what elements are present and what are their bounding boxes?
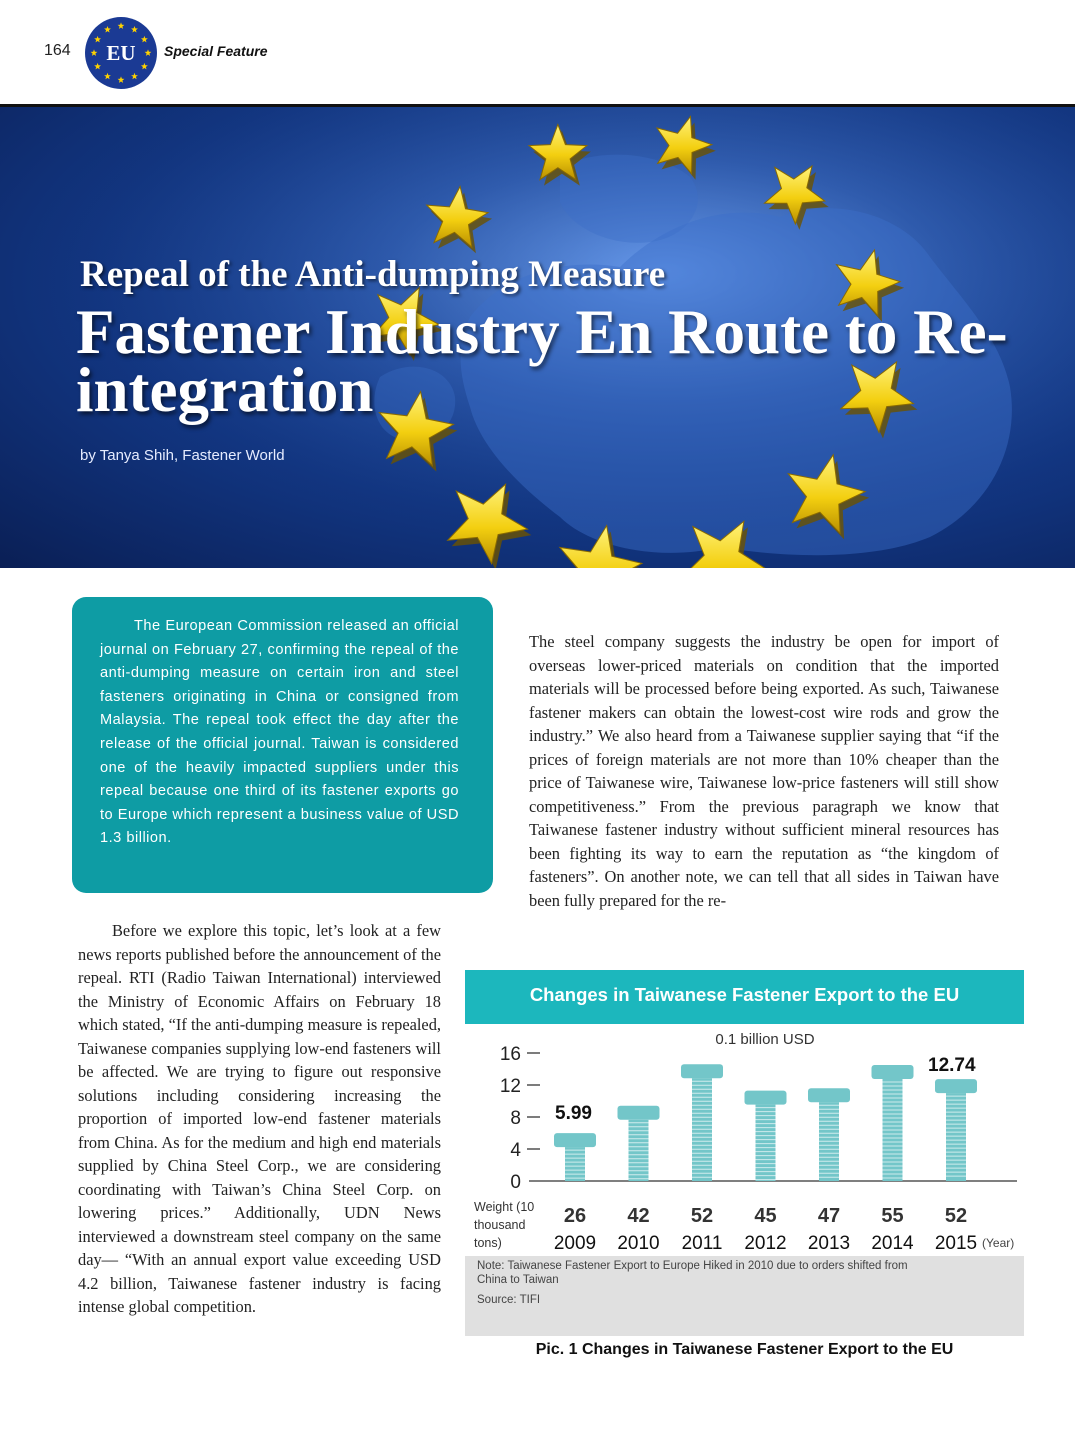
- bar-2014: [872, 1065, 914, 1181]
- bolt-head: [872, 1065, 914, 1079]
- bar-value-label: 12.74: [928, 1055, 976, 1077]
- bolt-head: [808, 1088, 850, 1102]
- page-number: 164: [44, 42, 71, 59]
- x-tick-label: 2010: [617, 1233, 660, 1254]
- weight-value-label: 55: [881, 1205, 904, 1227]
- weight-value-label: 52: [690, 1205, 714, 1227]
- bar-2011: [681, 1064, 723, 1181]
- bar-2012: [745, 1091, 787, 1181]
- bolt-head: [554, 1133, 596, 1147]
- chart-note: Note: Taiwanese Fastener Export to Europe Hiked in 2010 due to orders shifted from China to Taiwan: [477, 1260, 908, 1286]
- x-tick-label: 2015: [934, 1233, 978, 1254]
- eu-logo: [84, 16, 158, 90]
- chart-title: Changes in Taiwanese Fastener Export to the EU: [529, 984, 960, 1005]
- y-tick-label: 12: [499, 1076, 521, 1097]
- body-left-column: Before we explore this topic, let’s look at a few news reports published before the announcement of the repeal. RTI (Radio Taiwan International) interviewed the Ministry of Economic Affairs on February 18 which stated, “If the anti-dumping measure is repealed, Taiwanese companies supplying low-end fasteners will be affected. We are trying to figure out responsive solutions including considering increasing the proportion of imported low-end fastener materials from China. As for the medium and high end materials supplied by China Steel Corp., we are considering coordinating with Taiwan’s China Steel Corp. on lowering prices.” Additionally, UDN News interviewed a downstream steel company on the same day— “With an annual export value exceeding USD 4.2 billion, Taiwanese fastener industry is facing intense global competition.: [78, 921, 441, 1316]
- intro-box: [72, 597, 493, 893]
- article-byline: by Tanya Shih, Fastener World: [80, 447, 285, 464]
- bar-2015: [935, 1079, 977, 1181]
- export-chart: [465, 970, 1024, 1336]
- weight-value-label: 26: [563, 1205, 587, 1227]
- bolt-head: [681, 1064, 723, 1078]
- weight-value-label: 52: [944, 1205, 968, 1227]
- x-tick-label: 2009: [553, 1233, 597, 1254]
- bolt-shank: [565, 1147, 585, 1181]
- chart-caption: Pic. 1 Changes in Taiwanese Fastener Export to the EU: [535, 1341, 954, 1358]
- bolt-head: [935, 1079, 977, 1093]
- body-right-column: The steel company suggests the industry be open for import of overseas lower-priced materials on condition that the imported materials will be processed before being exported. As such, Taiwanese fastener makers can obtain the lowest-cost wire rods and grow the industry.” We also heard from a Taiwanese supplier saying that “if the prices of foreign materials are not more than 10% cheaper than the price of Taiwanese wire, Taiwanese low-price fasteners will still show competitiveness.” From the previous paragraph we know that Taiwanese fastener industry without sufficient mineral resources has been fighting its way to earn the reputation as “the kingdom of fasteners”. On another note, we can tell that all sides in Taiwan have been fully prepared for the re-: [529, 632, 999, 910]
- weight-value-label: 42: [627, 1205, 650, 1227]
- article-title: Fastener Industry En Route to Re-integration: [76, 297, 1008, 425]
- bar-chart: [465, 1024, 1024, 1256]
- section-label: Special Feature: [164, 43, 268, 59]
- chart-note-area: [465, 1256, 1024, 1336]
- x-tick-label: 2014: [871, 1233, 914, 1254]
- intro-text: The European Commission released an official journal on February 27, confirming the repeal of the anti-dumping measure on certain iron and steel fasteners originating in China or consigned from Malaysia. The repeal took effect the day after the release of the official journal. Taiwan is considered one of the heavily impacted suppliers under this repeal because one third of its fastener exports go to Europe which represent a business value of USD 1.3 billion.: [100, 618, 459, 847]
- bar-value-label: 5.99: [555, 1103, 592, 1125]
- weight-axis-label: Weight (10 thousand tons): [474, 1200, 535, 1250]
- y-tick-label: 8: [510, 1108, 521, 1129]
- weight-value-label: 47: [817, 1205, 841, 1227]
- y-axis-unit-label: 0.1 billion USD: [715, 1031, 815, 1048]
- y-tick-label: 16: [499, 1044, 521, 1065]
- bolt-head: [745, 1091, 787, 1105]
- bar-2013: [808, 1088, 850, 1181]
- bar-2009: [554, 1133, 596, 1181]
- article-subtitle: Repeal of the Anti-dumping Measure: [80, 254, 666, 295]
- y-tick-label: 4: [510, 1140, 521, 1161]
- weight-value-label: 45: [754, 1205, 777, 1227]
- eu-logo-text: EU: [106, 41, 136, 65]
- x-tick-label: 2013: [807, 1233, 851, 1254]
- y-tick-label: 0: [510, 1172, 521, 1193]
- bolt-head: [618, 1106, 660, 1120]
- chart-header: [465, 970, 1024, 1024]
- bar-2010: [618, 1106, 660, 1181]
- hero-banner: [0, 104, 1075, 568]
- x-axis-unit-label: (Year): [982, 1236, 1015, 1250]
- x-tick-label: 2011: [681, 1233, 723, 1254]
- x-tick-label: 2012: [744, 1233, 787, 1254]
- chart-source: Source: TIFI: [477, 1294, 541, 1306]
